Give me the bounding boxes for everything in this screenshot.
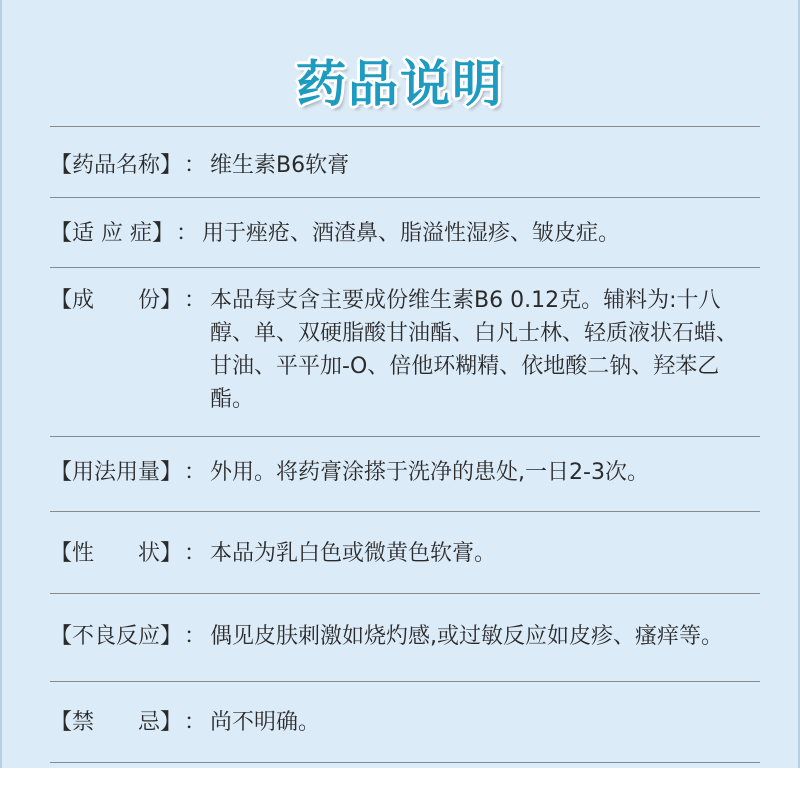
divider bbox=[50, 681, 760, 682]
row-value: 维生素B6软膏 bbox=[210, 153, 350, 178]
row-value: 用于痤疮、酒渣鼻、脂溢性湿疹、皱皮症。 bbox=[202, 221, 621, 246]
row-colon: ： bbox=[184, 541, 207, 566]
row-label: 【性 状】 bbox=[50, 541, 183, 566]
divider bbox=[50, 436, 760, 437]
row-indications bbox=[50, 217, 790, 250]
row-colon: ： bbox=[184, 710, 207, 735]
row-colon: ： bbox=[184, 624, 207, 649]
divider bbox=[50, 126, 760, 127]
row-contraindications bbox=[50, 706, 790, 739]
row-label: 【不良反应】 bbox=[50, 624, 183, 649]
row-label: 【药品名称】 bbox=[50, 153, 183, 178]
row-label: 【成 份】 bbox=[50, 288, 183, 313]
divider bbox=[50, 197, 760, 198]
row-drug-name bbox=[50, 149, 790, 182]
divider bbox=[50, 593, 760, 594]
divider bbox=[50, 511, 760, 512]
row-colon: ： bbox=[176, 221, 199, 246]
row-value: 外用。将药膏涂搽于洗净的患处,一日2-3次。 bbox=[210, 460, 649, 485]
row-value: 偶见皮肤刺激如烧灼感,或过敏反应如皮疹、瘙痒等。 bbox=[210, 624, 724, 649]
row-value: 本品每支含主要成份维生素B6 0.12克。辅料为:十八醇、单、双硬脂酸甘油酯、白凡士林、轻质液状石蜡、甘油、平平加-O、倍他环糊精、依地酸二钠、羟苯乙酯。 bbox=[210, 288, 739, 412]
row-usage-dosage bbox=[50, 456, 790, 489]
row-label: 【适 应 症】 bbox=[50, 221, 174, 246]
row-value: 尚不明确。 bbox=[210, 710, 321, 735]
divider bbox=[50, 762, 760, 763]
row-colon: ： bbox=[184, 288, 207, 313]
page-title: 药品说明 bbox=[296, 55, 504, 113]
row-label: 【用法用量】 bbox=[50, 460, 183, 485]
divider bbox=[50, 267, 760, 268]
row-value: 本品为乳白色或微黄色软膏。 bbox=[210, 541, 497, 566]
row-appearance bbox=[50, 537, 790, 570]
row-ingredients bbox=[50, 284, 790, 416]
row-label: 【禁 忌】 bbox=[50, 710, 183, 735]
row-adverse-reactions bbox=[50, 620, 790, 653]
row-colon: ： bbox=[184, 153, 207, 178]
row-colon: ： bbox=[184, 460, 207, 485]
